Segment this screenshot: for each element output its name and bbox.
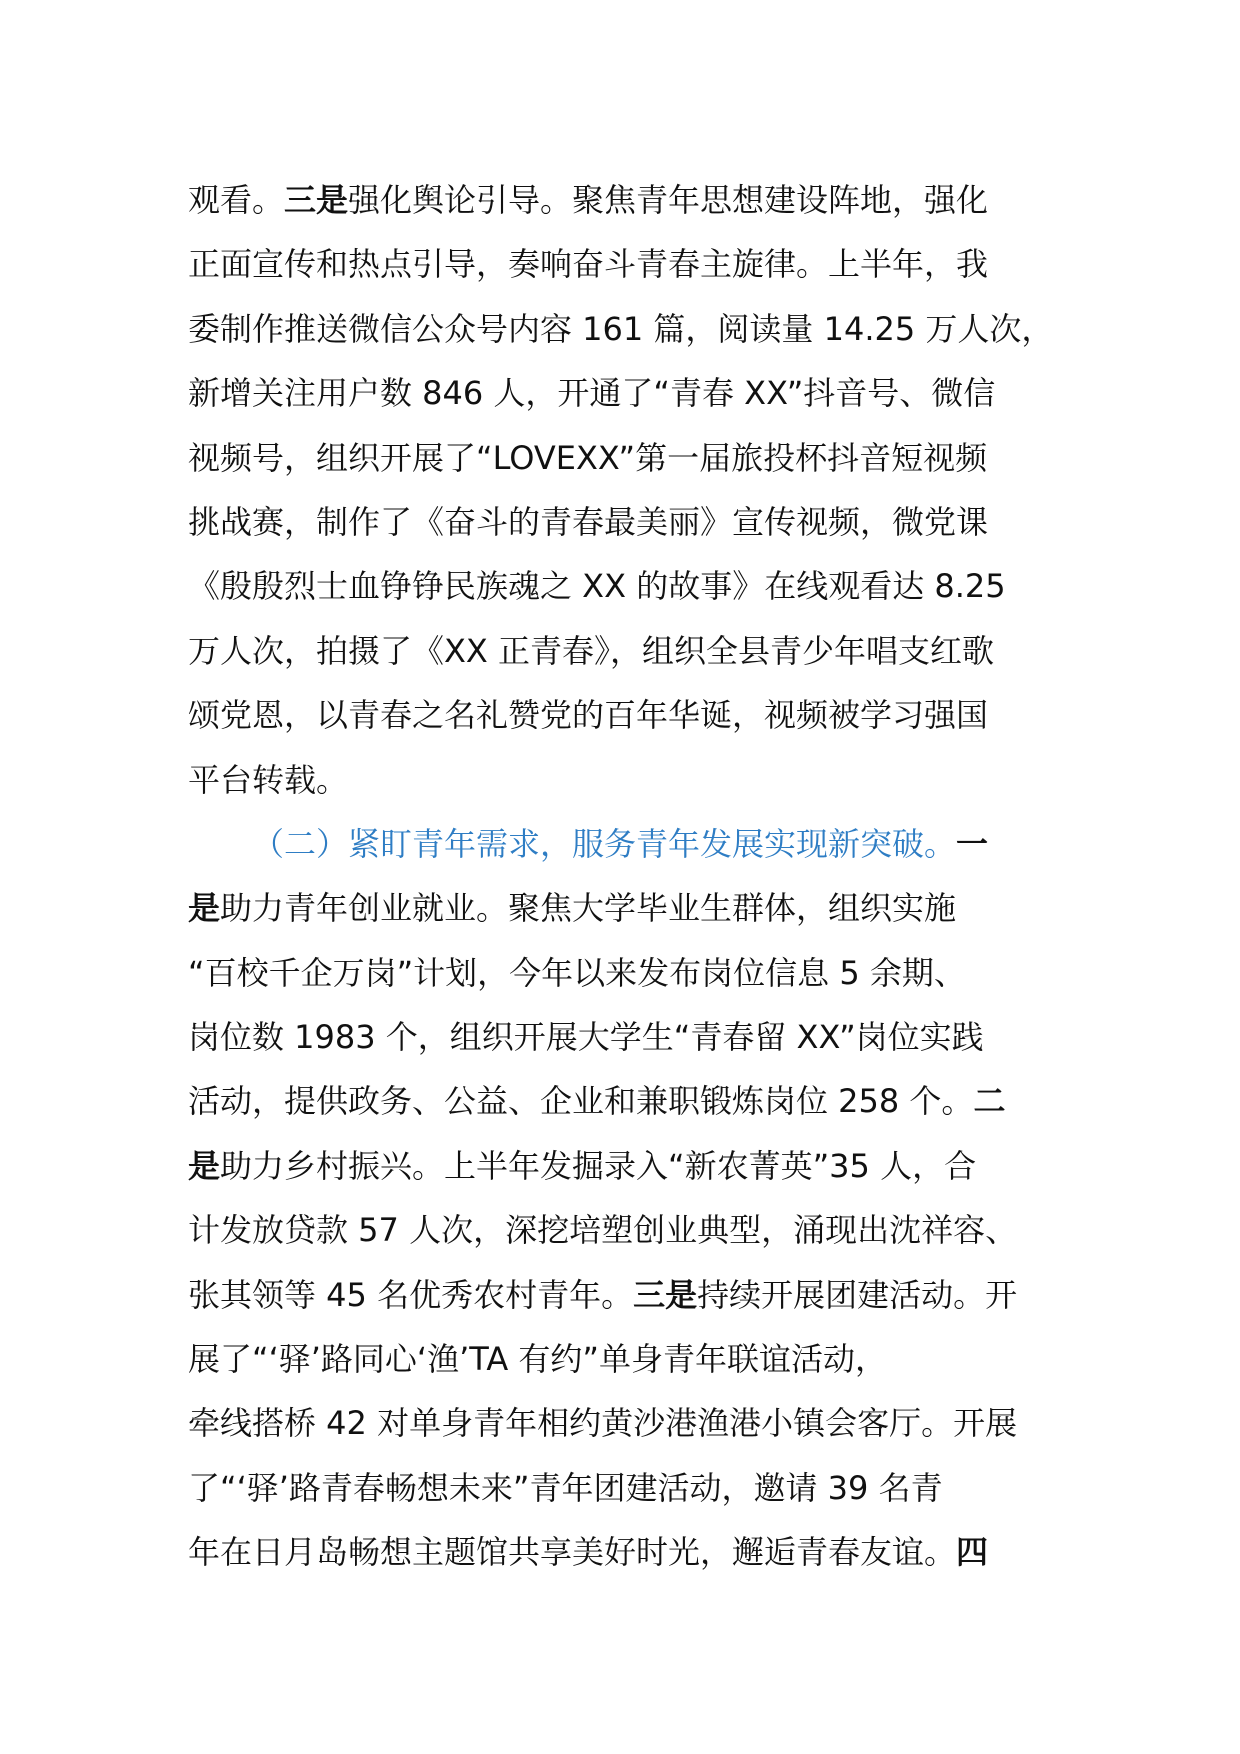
body-text-span: 了“‘驿’路青春畅想未来”青年团建活动，邀请 39 名青 xyxy=(188,1468,943,1507)
body-text-span: 颂党恩，以青春之名礼赞党的百年华诞，视频被学习强国 xyxy=(188,696,989,735)
paragraph-line xyxy=(188,1263,1068,1327)
paragraph-line xyxy=(188,1005,1068,1069)
bold-lead-text: 一 xyxy=(956,824,989,863)
paragraph-line xyxy=(188,361,1068,425)
body-text-span: 计发放贷款 57 人次，深挖培塑创业典型，涌现出沈祥容、 xyxy=(188,1211,1018,1250)
body-text xyxy=(188,168,1068,1585)
paragraph-line xyxy=(188,683,1068,747)
bold-lead-text: 是 xyxy=(188,889,221,928)
body-text-span: 助力青年创业就业。聚焦大学毕业生群体，组织实施 xyxy=(220,889,957,928)
paragraph-line xyxy=(188,168,1068,232)
body-text-span: 正面宣传和热点引导，奏响奋斗青春主旋律。上半年，我 xyxy=(188,245,989,284)
bold-lead-text: 二 xyxy=(973,1082,1006,1121)
body-text-span: 张其领等 45 名优秀农村青年。 xyxy=(188,1275,634,1314)
paragraph-line xyxy=(188,426,1068,490)
paragraph-line xyxy=(188,1198,1068,1262)
paragraph-line xyxy=(188,748,1068,812)
paragraph-line xyxy=(188,554,1068,618)
paragraph-line xyxy=(188,490,1068,554)
bold-lead-text: 三是 xyxy=(633,1275,698,1314)
body-text-span: 委制作推送微信公众号内容 161 篇，阅读量 14.25 万人次， xyxy=(188,309,1054,348)
body-text-span: 新增关注用户数 846 人，开通了“青春 XX”抖音号、微信 xyxy=(188,374,996,413)
body-text-span: 平台转载。 xyxy=(188,760,349,799)
paragraph-line xyxy=(188,232,1068,296)
body-text-span: 挑战赛，制作了《奋斗的青春最美丽》宣传视频，微党课 xyxy=(188,502,989,541)
paragraph-line xyxy=(188,941,1068,1005)
paragraph-line xyxy=(188,619,1068,683)
body-text-span: 持续开展团建活动。开 xyxy=(697,1275,1018,1314)
body-text-span: “百校千企万岗”计划，今年以来发布岗位信息 5 余期、 xyxy=(188,953,966,992)
bold-lead-text: 三是 xyxy=(284,181,349,219)
paragraph-line xyxy=(188,1520,1068,1584)
body-text-span: 《殷殷烈士血铮铮民族魂之 XX 的故事》在线观看达 8.25 xyxy=(188,567,1006,606)
body-text-span: 观看。 xyxy=(188,181,285,219)
section-heading: （二）紧盯青年需求，服务青年发展实现新突破。 xyxy=(252,824,957,863)
body-text-span: 视频号，组织开展了“LOVEXX”第一届旅投杯抖音短视频 xyxy=(188,438,988,477)
body-text-span: 岗位数 1983 个，组织开展大学生“青春留 XX”岗位实践 xyxy=(188,1018,984,1057)
paragraph-line xyxy=(188,297,1068,361)
paragraph-line xyxy=(188,1391,1068,1455)
bold-lead-text: 四 xyxy=(956,1533,989,1572)
body-text-span: 万人次，拍摄了《XX 正青春》，组织全县青少年唱支红歌 xyxy=(188,631,995,670)
body-text-span: 助力乡村振兴。上半年发掘录入“新农菁英”35 人，合 xyxy=(220,1146,977,1185)
paragraph-line xyxy=(188,1327,1068,1391)
body-text-span: 展了“‘驿’路同心‘渔’TA 有约”单身青年联谊活动， xyxy=(188,1340,887,1379)
paragraph-line xyxy=(188,1456,1068,1520)
body-text-span: 活动，提供政务、公益、企业和兼职锻炼岗位 258 个。 xyxy=(188,1082,974,1121)
bold-lead-text: 是 xyxy=(188,1146,221,1185)
paragraph-line xyxy=(188,1134,1068,1198)
body-text-span: 强化舆论引导。聚焦青年思想建设阵地，强化 xyxy=(348,181,989,219)
paragraph-line xyxy=(188,876,1068,940)
body-text-span: 牵线搭桥 42 对单身青年相约黄沙港渔港小镇会客厅。开展 xyxy=(188,1404,1018,1443)
section-heading-line xyxy=(188,812,1068,876)
paragraph-line xyxy=(188,1069,1068,1133)
body-text-span: 年在日月岛畅想主题馆共享美好时光，邂逅青春友谊。 xyxy=(188,1533,957,1572)
